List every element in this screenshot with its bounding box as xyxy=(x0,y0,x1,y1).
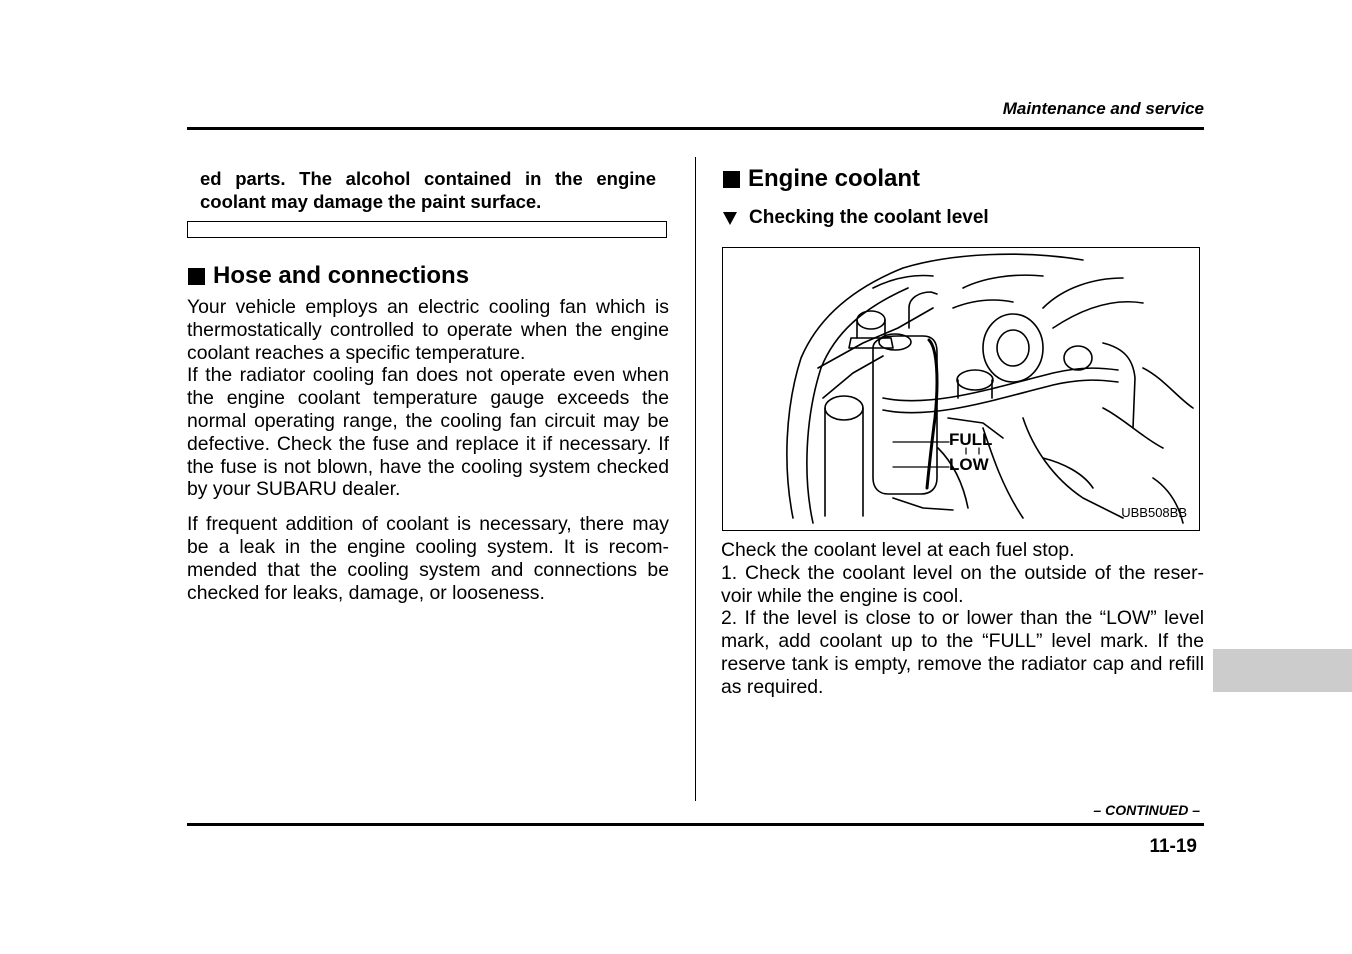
coolant-section-body xyxy=(721,539,1204,699)
paragraph: 1. Check the coolant level on the outside of the reservoir while the engine is cool. xyxy=(721,561,1204,607)
page-number: 11-19 xyxy=(1149,836,1197,857)
engine-coolant-figure xyxy=(722,247,1200,531)
warning-box-bottom xyxy=(187,221,667,238)
figure-code: UBB508BB xyxy=(1121,505,1187,520)
subheading-text: Checking the coolant level xyxy=(749,207,989,228)
paragraph: If the radiator cooling fan does not operate even when the engine coolant temperature gauge exceeds the normal operating range, the cooling fan circuit may be defective. Check the fuse and replace it if necessary. If the fuse is not blown, have the cooling system checked by your SUBARU dealer. xyxy=(187,364,669,501)
paragraph: Your vehicle employs an electric cooling fan which is thermostatically controlled to operate when the engine coolant reaches a specific temperature. xyxy=(187,296,669,364)
warning-continued-text: ed parts. The alcohol contained in the engine coolant may damage the paint surface. xyxy=(200,168,656,212)
paragraph: 2. If the level is close to or lower than the “LOW” level mark, add coolant up to the “FULL” level mark. If the reserve tank is empty, remove the radiator cap and refill as required. xyxy=(721,607,1204,698)
continued-marker: – CONTINUED – xyxy=(1093,802,1200,818)
level-label-low: LOW xyxy=(949,455,989,474)
section-heading-coolant xyxy=(722,165,920,193)
paragraph: If frequent addition of coolant is necessary, there may be a leak in the engine cooling system. It is recommended that the cooling system and connections be checked for leaks, damage, or looseness. xyxy=(187,513,669,604)
square-bullet-icon xyxy=(723,171,740,188)
header-rule xyxy=(187,127,1204,130)
level-label-full: FULL xyxy=(949,430,993,449)
column-divider xyxy=(695,157,696,801)
heading-text: Hose and connections xyxy=(213,262,470,289)
hose-section-body xyxy=(187,296,669,604)
paragraph: Check the coolant level at each fuel stop. xyxy=(721,539,1075,561)
chapter-thumb-tab xyxy=(1213,649,1352,692)
subheading-coolant-level xyxy=(722,207,989,229)
section-heading-hose xyxy=(187,262,469,290)
engine-bay-illustration xyxy=(723,248,1199,530)
running-header: Maintenance and service xyxy=(1002,99,1204,118)
square-bullet-icon xyxy=(188,268,205,285)
heading-text: Engine coolant xyxy=(748,165,921,192)
triangle-bullet-icon xyxy=(723,212,737,225)
footer-rule xyxy=(187,823,1204,826)
